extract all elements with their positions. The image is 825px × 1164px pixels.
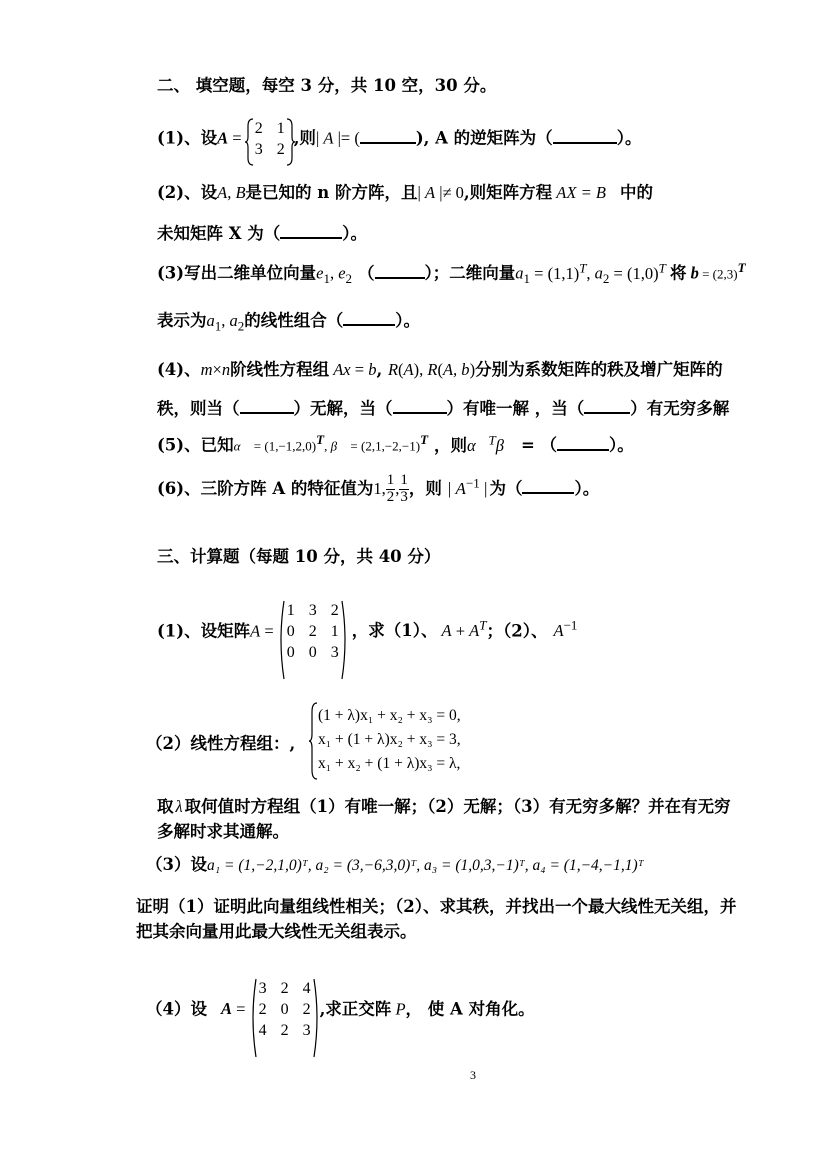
calc-question-3: （3）设a₁ = (1,−2,1,0)ᵀ, a₂ = (3,−6,3,0)ᵀ, a₃ = (1,0,3,−1)ᵀ, a₄ = (1,−4,−1,1)ᵀ (146, 855, 644, 874)
fraction: $\frac{1}{3}$ (400, 472, 408, 505)
fill-question-4-line2: 秩，则当（ ）无解，当（ ）有唯一解 ，当（ ）有无穷多解 (157, 399, 730, 418)
matrix-cell: 0 (286, 644, 295, 662)
answer-blank[interactable] (280, 223, 342, 239)
matrix-cell: 2 (276, 141, 285, 159)
answer-blank[interactable] (360, 128, 416, 144)
fraction: $\frac{1}{2}$ (386, 472, 395, 505)
right-paren-icon (313, 978, 321, 1058)
matrix-cell: 3 (254, 141, 263, 159)
matrix-cell: 1 (330, 623, 339, 641)
calc-question-2-text-2: 多解时求其通解。 (157, 822, 289, 841)
answer-blank[interactable] (375, 263, 425, 279)
fill-question-4: (4)、m×n阶线性方程组 Ax = b, R(A), R(A, b)分别为系数矩阵的秩及增广矩阵的 (157, 360, 723, 379)
fill-question-2: (2)、设A, B是已知的 n 阶方阵，且| A |≠ 0,则矩阵方程 AX = B 中的 (157, 183, 654, 202)
calc-question-2-label: （2）线性方程组：, (146, 734, 296, 753)
answer-blank[interactable] (393, 398, 447, 414)
page-number: 3 (470, 1068, 476, 1082)
matrix-cell: 2 (254, 120, 263, 137)
matrix-cell: 3 (308, 602, 317, 619)
matrix-cell: 4 (258, 1022, 267, 1040)
equation: (1 + λ)x₁ + x₂ + x₃ = 0, (318, 707, 461, 724)
answer-blank[interactable] (557, 435, 609, 451)
fill-question-1: (1)、设A = 2 1 3 2 ,则| A |= ( ), A 的逆矩阵为（ ）。 (157, 118, 641, 160)
matrix-cell: 4 (302, 980, 311, 997)
equation-system (318, 704, 461, 776)
matrix-cell: 3 (330, 644, 339, 662)
matrix-cell: 0 (286, 623, 295, 641)
calc-question-3-text: 证明（1）证明此向量组线性相关；（2）、求其秩，并找出一个最大线性无关组，并 (136, 897, 737, 916)
left-paren-icon (249, 978, 257, 1058)
equation: x₁ + x₂ + (1 + λ)x₃ = λ, (318, 755, 461, 772)
equation: x₁ + (1 + λ)x₂ + x₃ = 3, (318, 731, 461, 748)
matrix-cell: 0 (280, 1001, 289, 1019)
matrix-cell: 2 (302, 1001, 311, 1019)
answer-blank[interactable] (584, 398, 630, 414)
left-paren-icon (277, 600, 285, 680)
matrix-cell: 2 (258, 1001, 267, 1019)
s3q1-matrix (280, 600, 346, 664)
fill-question-3: (3)写出二维单位向量$e_1$, $e_2$ （ ）；二维向量$a_1 = (1,1)^T$, $a_2 = (1,0)^T$ 将 $b = (2,3)^T$ (157, 260, 746, 286)
matrix-cell: 2 (280, 1022, 289, 1040)
calc-question-2-text: 取 λ 取何值时方程组（1）有唯一解；（2）无解；（3）有无穷多解？并在有无穷 (157, 797, 731, 816)
right-paren-icon (341, 600, 349, 680)
answer-blank[interactable] (522, 478, 574, 494)
q1-matrix-name: A (217, 128, 229, 148)
matrix-cell: 2 (330, 602, 339, 619)
fill-question-5: (5)、已知α⃗ = $(1,-1,2,0)^T$, β⃗ = $(2,1,-2,-1)^T$ ，则α⃗$^T$β⃗ = （ ）。 (157, 432, 634, 455)
calc-question-1: (1)、设矩阵A = 1 3 2 0 2 1 0 0 3 ，求（1）、 $A + A^T$；（2）、 $A^{-1}$ (157, 600, 577, 664)
fill-question-6: (6)、三阶方阵 A 的特征值为1, $\frac{1}{2}$ , $\frac{1}{3}$ ，则 | $A^{-1}$ | 为（ ）。 (157, 472, 600, 505)
answer-blank[interactable] (553, 128, 617, 144)
fill-question-2-line2: 未知矩阵 X 为（ ）。 (157, 224, 368, 243)
matrix-cell: 2 (308, 623, 317, 641)
matrix-cell: 3 (258, 980, 267, 997)
section2-title: 二、 填空题，每空 3 分，共 10 空，30 分。 (157, 76, 497, 95)
calc-question-3-text-2: 把其余向量用此最大线性无关组表示。 (136, 922, 417, 941)
s3q4-matrix (252, 978, 318, 1042)
left-brace-icon (244, 118, 254, 166)
right-brace-icon (286, 118, 296, 166)
q1-prefix: (1)、设 (157, 128, 218, 148)
answer-blank[interactable] (343, 310, 395, 326)
matrix-cell: 0 (308, 644, 317, 662)
section3-title: 三、计算题（每题 10 分，共 40 分） (157, 547, 441, 566)
vector-set: a₁ = (1,−2,1,0)ᵀ, a₂ = (3,−6,3,0)ᵀ, a₃ = (1,0,3,−1)ᵀ, a₄ = (1,−4,−1,1)ᵀ (206, 857, 644, 874)
matrix-cell: 1 (286, 602, 295, 619)
matrix-cell: 1 (276, 120, 285, 137)
answer-blank[interactable] (240, 398, 294, 414)
matrix-cell: 3 (302, 1022, 311, 1040)
fill-question-3-line2: 表示为$a_1$, $a_2$的线性组合（ ）。 (157, 311, 420, 334)
q1-matrix (248, 118, 292, 160)
matrix-cell: 2 (280, 980, 289, 997)
calc-question-4: （4）设 A = 3 2 4 2 0 2 4 2 3 ,求正交阵 P， 使 A 对角化。 (146, 978, 535, 1042)
left-brace-icon (308, 702, 318, 780)
